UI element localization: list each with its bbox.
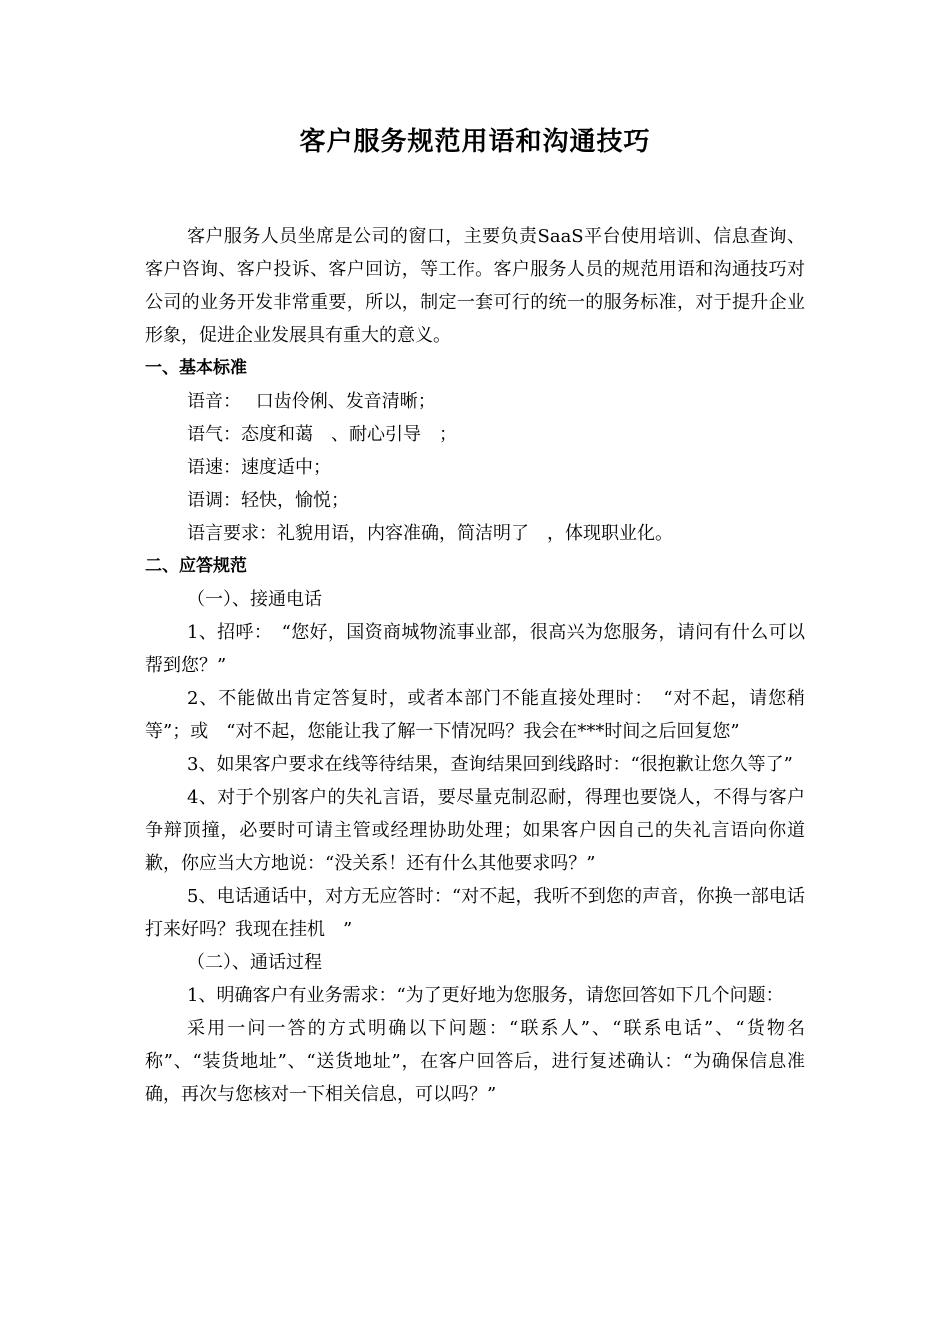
section-heading-response-norms: 二、应答规范 bbox=[145, 556, 247, 576]
document-body bbox=[145, 220, 805, 1111]
standard-item-tone: 语气：态度和蔼 、耐心引导 ； bbox=[187, 424, 457, 445]
answer-call-item-3: 3、如果客户要求在线等待结果，查询结果回到线路时：“很抱歉让您久等了” bbox=[187, 754, 793, 775]
standard-item-language: 语言要求：礼貌用语，内容准确，简洁明了 ，体现职业化。 bbox=[187, 523, 673, 544]
call-process-item-1: 1、明确客户有业务需求：“为了更好地为您服务，请您回答如下几个问题： bbox=[187, 985, 784, 1006]
subsection-heading-answer-call: （一）、接通电话 bbox=[187, 589, 322, 610]
answer-call-item-1: 1、招呼： “您好，国资商城物流事业部，很高兴为您服务，请问有什么可以帮到您？” bbox=[145, 622, 805, 676]
standard-item-voice: 语音： 口齿伶俐、发音清晰； bbox=[187, 391, 436, 412]
document-title: 客户服务规范用语和沟通技巧 bbox=[299, 127, 651, 157]
subsection-heading-call-process: （二）、通话过程 bbox=[187, 952, 322, 973]
call-process-item-2: 采用一问一答的方式明确以下问题：“联系人”、“联系电话”、“货物名称”、“装货地址”、“送货地址”，在客户回答后，进行复述确认：“为确保信息准确，再次与您核对一下相关信息，可以吗？” bbox=[145, 1018, 805, 1105]
standard-item-speed: 语速：速度适中； bbox=[187, 457, 331, 478]
intro-paragraph: 客户服务人员坐席是公司的窗口，主要负责SaaS平台使用培训、信息查询、客户咨询、客户投诉、客户回访，等工作。客户服务人员的规范用语和沟通技巧对公司的业务开发非常重要，所以，制定一套可行的统一的服务标准，对于提升企业形象，促进企业发展具有重大的意义。 bbox=[145, 226, 805, 346]
section-heading-basic-standards: 一、基本标准 bbox=[145, 358, 247, 378]
answer-call-item-4: 4、对于个别客户的失礼言语，要尽量克制忍耐，得理也要饶人，不得与客户争辩顶撞，必要时可请主管或经理协助处理；如果客户因自己的失礼言语向你道歉，你应当大方地说：“没关系！还有什么其他要求吗？” bbox=[145, 787, 805, 874]
answer-call-item-5: 5、电话通话中，对方无应答时：“对不起，我听不到您的声音，你换一部电话打来好吗？我现在挂机 ” bbox=[145, 886, 805, 940]
answer-call-item-2: 2、不能做出肯定答复时，或者本部门不能直接处理时： “对不起，请您稍等”；或 “对不起，您能让我了解一下情况吗？我会在***时间之后回复您” bbox=[145, 688, 805, 742]
standard-item-intonation: 语调：轻快，愉悦； bbox=[187, 490, 349, 511]
